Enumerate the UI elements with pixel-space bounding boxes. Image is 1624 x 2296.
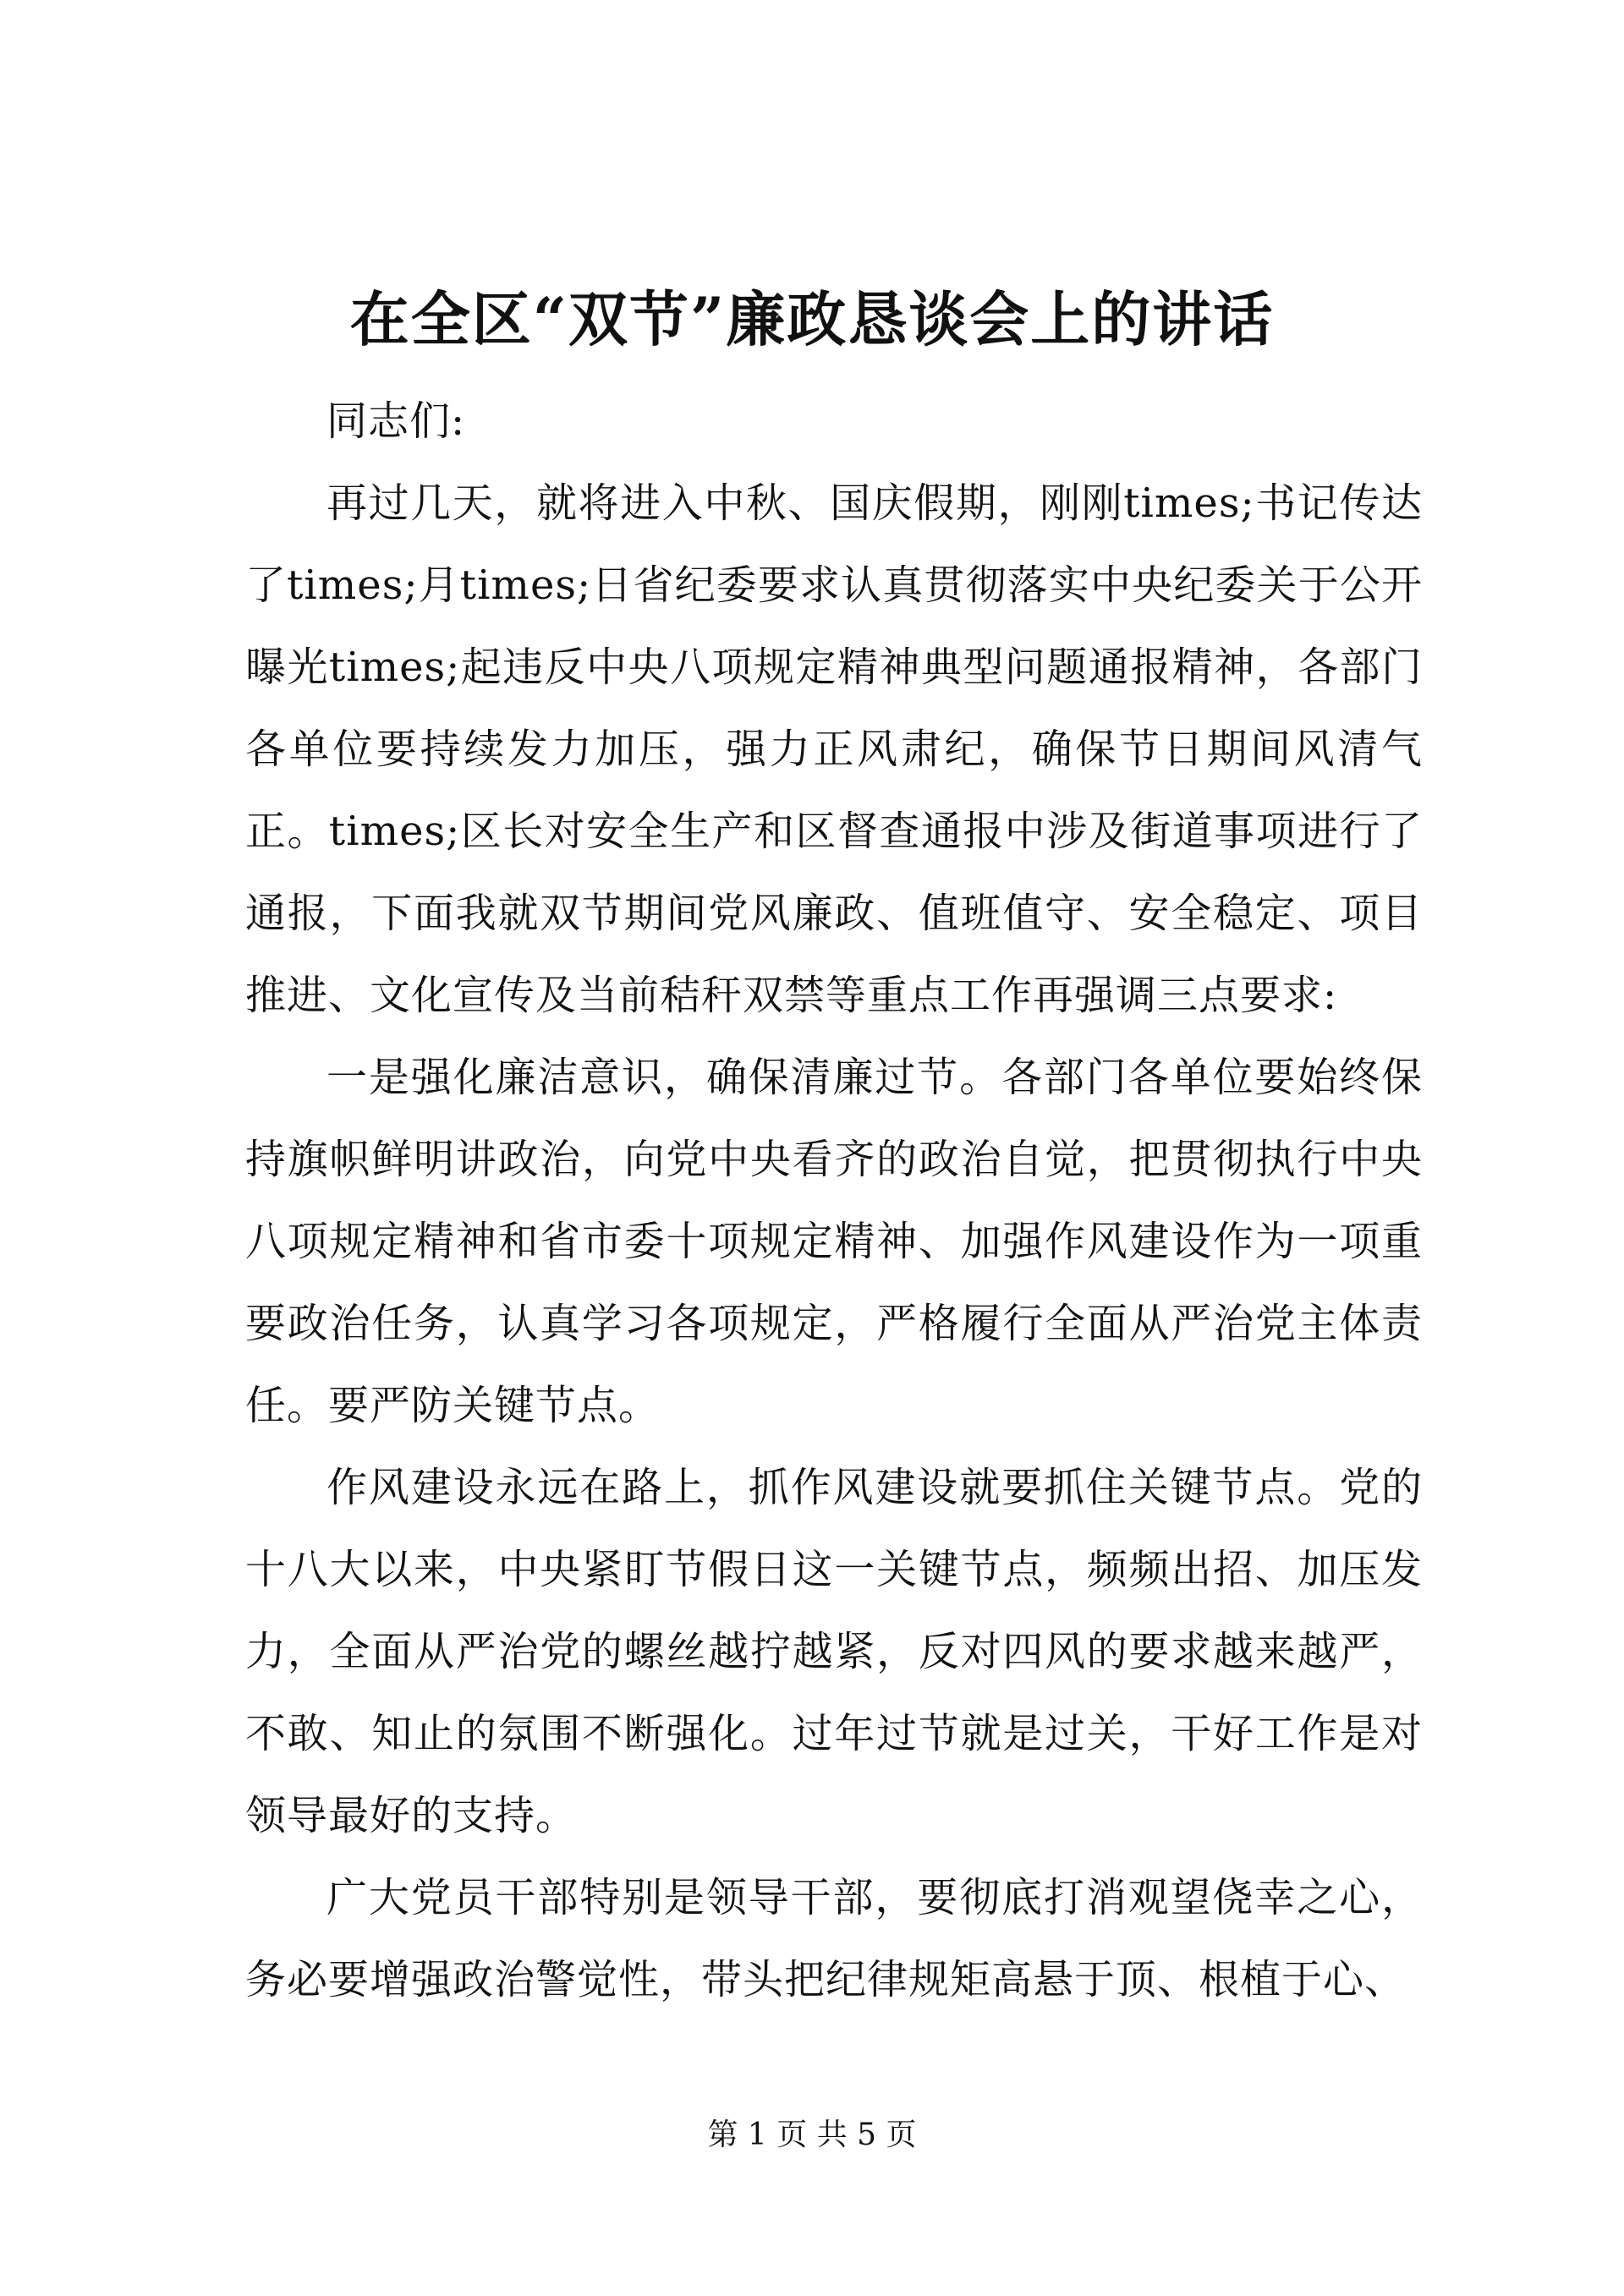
paragraph-1: 再过几天，就将进入中秋、国庆假期，刚刚times;书记传达了times;月times;日省纪委要求认真贯彻落实中央纪委关于公开曝光times;起违反中央八项规定精神典型问题通报精神，各部门各单位要持续发力加压，强力正风肃纪，确保节日期间风清气正。times;区长对安全生产和区督查通报中涉及街道事项进行了通报，下面我就双节期间党风廉政、值班值守、安全稳定、项目推进、文化宣传及当前秸秆双禁等重点工作再强调三点要求:: [245, 479, 1423, 1019]
document-body: [245, 381, 1423, 2021]
salutation: 同志们:: [326, 397, 466, 445]
paragraph-4: 广大党员干部特别是领导干部，要彻底打消观望侥幸之心，务必要增强政治警觉性，带头把纪律规矩高悬于顶、根植于心、: [245, 1874, 1423, 2003]
paragraph-2: 一是强化廉洁意识，确保清廉过节。各部门各单位要始终保持旗帜鲜明讲政治，向党中央看齐的政治自觉，把贯彻执行中央八项规定精神和省市委十项规定精神、加强作风建设作为一项重要政治任务，认真学习各项规定，严格履行全面从严治党主体责任。要严防关键节点。: [245, 1054, 1423, 1429]
paragraph-3: 作风建设永远在路上，抓作风建设就要抓住关键节点。党的十八大以来，中央紧盯节假日这一关键节点，频频出招、加压发力，全面从严治党的螺丝越拧越紧，反对四风的要求越来越严，不敢、知止的氛围不断强化。过年过节就是过关，干好工作是对领导最好的支持。: [245, 1464, 1423, 1839]
page-number-footer: 第 1 页 共 5 页: [707, 2118, 917, 2152]
document-title: 在全区“双节”廉政恳谈会上的讲话: [349, 284, 1275, 354]
